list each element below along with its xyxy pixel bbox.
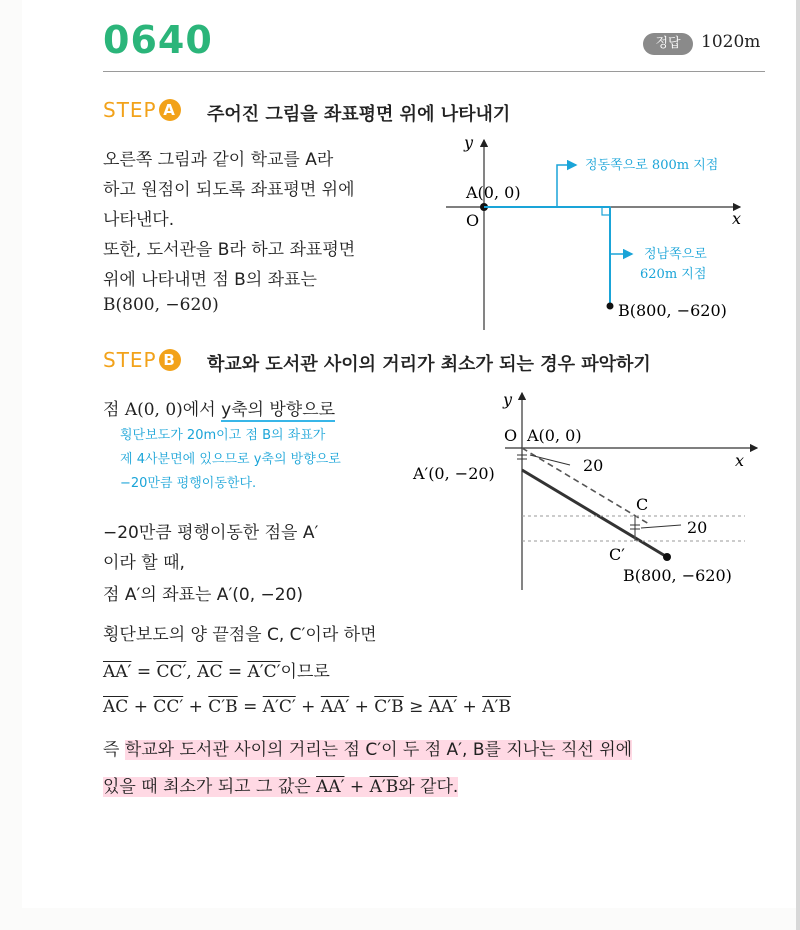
a-east-callout [557, 165, 576, 207]
a-east-label: 정동쪽으로 800m 지점 [585, 158, 719, 173]
step-b-word: STEP [103, 348, 157, 372]
step-b-line-1-underlined: y축의 방향으로 [221, 400, 336, 420]
b-point-b-label: B(800, −620) [623, 566, 732, 585]
step-a-line-5: 위에 나타내면 점 B의 좌표는 [103, 270, 317, 290]
eq2-aa: AA′ [320, 697, 350, 717]
page-edge [796, 0, 800, 930]
b-y-label: y [503, 390, 513, 409]
figure-step-a [440, 130, 760, 330]
step-b-line-1 [103, 395, 335, 420]
step-b-note-2: 제 4사분면에 있으므로 y축의 방향으로 [120, 452, 341, 467]
b-point-ap-label: A′(0, −20) [413, 464, 495, 483]
step-b-title: 학교와 도서관 사이의 거리가 최소가 되는 경우 파악하기 [207, 354, 651, 375]
step-b-line-1-pre: 점 A(0, 0)에서 [103, 400, 222, 420]
eq1-tail: 이므로 [280, 662, 330, 682]
eq1-acp: A′C′ [247, 662, 281, 682]
eq2-ac: $\overline{AC}$ [103, 697, 129, 717]
eq1-eq: = [131, 662, 157, 682]
eq1-aa: AA′ [103, 662, 132, 682]
step-b-line-5: 횡단보도의 양 끝점을 C, C′이라 하면 [103, 625, 377, 645]
step-a-line-1: 오른쪽 그림과 같이 학교를 A라 [103, 150, 334, 170]
equation-1 [103, 657, 330, 682]
conclusion-2-plus: + [344, 777, 370, 797]
eq2-eq: = [237, 697, 263, 717]
eq2-aa2: AA′ [428, 697, 458, 717]
step-a-label [103, 98, 181, 122]
eq2-p4: + [349, 697, 375, 717]
eq2-cb: C′B [208, 697, 238, 717]
eq1-cc: CC′ [156, 662, 187, 682]
step-a-letter-icon: A [159, 99, 181, 121]
b-leader-1 [530, 455, 570, 465]
conclusion-2-tail: 와 같다. [398, 777, 459, 797]
a-south-label-1: 정남쪽으로 [644, 247, 707, 262]
eq2-p1: + [128, 697, 154, 717]
answer-value: 1020m [701, 32, 761, 52]
step-b-label [103, 348, 181, 372]
eq2-acp: A′C′ [262, 697, 296, 717]
step-b-note-1: 횡단보도가 20m이고 점 B의 좌표가 [120, 428, 326, 443]
eq2-cb2: C′B [374, 697, 404, 717]
step-a-word: STEP [103, 98, 157, 122]
problem-number: 0640 [103, 18, 213, 62]
eq2-ab: A′B [482, 697, 511, 717]
eq2-cc: CC′ [153, 697, 184, 717]
a-point-a-label: A(0, 0) [466, 183, 521, 202]
conclusion-line-2 [103, 772, 458, 797]
step-b-line-4: 점 A′의 좌표는 A′(0, −20) [103, 585, 304, 605]
step-b-note-3: −20만큼 평행이동한다. [120, 476, 257, 491]
eq2-ge: ≥ [403, 697, 429, 717]
figure-step-b [405, 385, 770, 595]
step-a-line-4: 또한, 도서관을 B라 하고 좌표평면 [103, 240, 356, 260]
step-a-title: 주어진 그림을 좌표평면 위에 나타내기 [207, 104, 511, 125]
b-point-c-label: C [636, 495, 649, 514]
b-point-b [663, 553, 671, 561]
conclusion-2-highlight [103, 777, 458, 797]
conclusion-2-ab: A′B [369, 777, 399, 797]
conclusion-2-aa: AA′ [316, 777, 345, 797]
b-leader-2 [641, 525, 681, 528]
a-y-label: y [464, 133, 474, 152]
equation-2 [103, 697, 511, 717]
b-dist-label-2: 20 [687, 518, 708, 537]
header-divider [103, 71, 765, 72]
eq2-p2: + [183, 697, 209, 717]
eq1-sep: , [186, 662, 198, 682]
step-a-line-3: 나타낸다. [103, 210, 175, 230]
conclusion-1-highlight: 학교와 도서관 사이의 거리는 점 C′이 두 점 A′, B를 지나는 직선 위에 [124, 740, 633, 760]
step-b-letter-icon: B [159, 349, 181, 371]
step-a-line-2: 하고 원점이 되도록 좌표평면 위에 [103, 180, 355, 200]
step-b-line-3: 이라 할 때, [103, 553, 185, 573]
a-x-label: x [732, 209, 742, 228]
conclusion-line-1 [103, 735, 632, 760]
step-a-line-6: B(800, −620) [103, 295, 219, 315]
eq2-p3: + [295, 697, 321, 717]
step-b-line-2: −20만큼 평행이동한 점을 A′ [103, 523, 319, 543]
conclusion-2-text: 있을 때 최소가 되고 그 값은 [103, 777, 317, 797]
conclusion-1-pre: 즉 [103, 740, 125, 760]
answer-badge: 정답 [643, 33, 693, 55]
eq1-eq2: = [222, 662, 248, 682]
eq2-p5: + [457, 697, 483, 717]
b-point-a-label: A(0, 0) [527, 426, 582, 445]
a-south-label-2: 620m 지점 [640, 267, 707, 282]
eq1-ac: $\overline{AC}$ [197, 662, 223, 682]
a-point-b [607, 303, 614, 310]
b-origin-label: O [504, 426, 518, 445]
b-point-cp-label: C′ [609, 545, 625, 564]
b-x-label: x [735, 451, 745, 470]
b-dist-label-1: 20 [583, 456, 604, 475]
a-right-angle [602, 207, 610, 215]
a-point-b-label: B(800, −620) [618, 301, 727, 320]
a-origin-label: O [466, 211, 480, 230]
